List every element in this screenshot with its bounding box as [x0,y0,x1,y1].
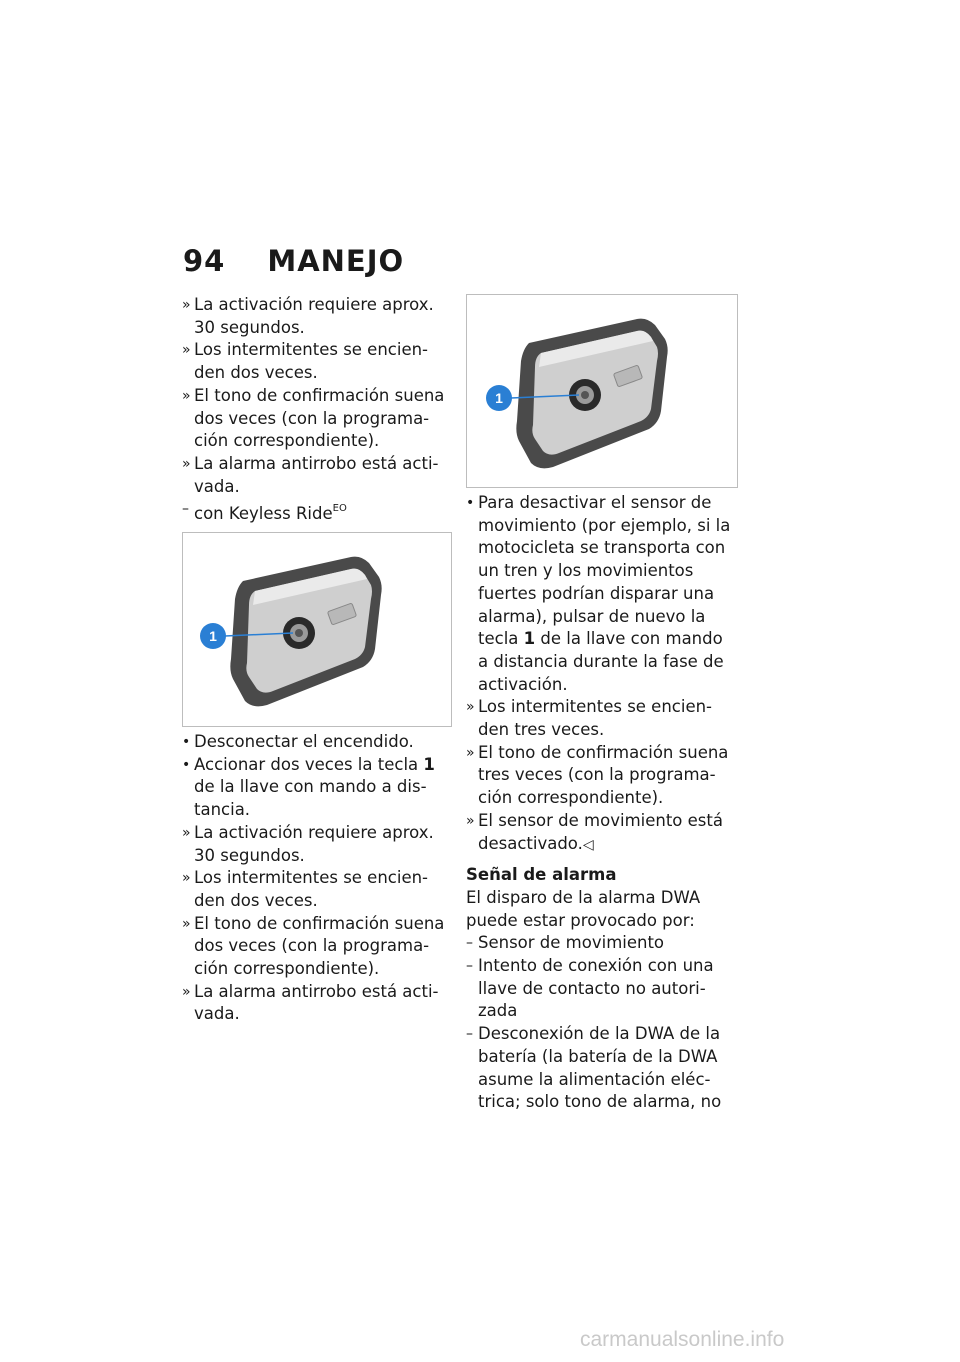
page-number: 94 [183,244,226,278]
key-fob-figure [466,294,738,488]
list-item: • Desconectar el encendido. [182,732,414,752]
key-fob-illustration [183,533,451,726]
keyless-option: – con Keyless Ride$^{EO}$ [182,501,347,524]
option-code: EO [332,503,347,515]
list-item: » El tono de confirmación suena dos veces (con la programa-ción correspondiente). [182,913,445,979]
section-title: MANEJO [267,244,405,278]
key-fob-figure [182,532,452,727]
section-heading: Señal de alarma [466,865,617,885]
list-item: » Los intermitentes se encien-den dos veces. [182,340,429,383]
list-item: » Los intermitentes se encien-den tres veces. [466,697,713,740]
list-item: – Desconexión de la DWA de la batería (la batería de la DWA asume la alimentación eléc-trica; solo tono de alarma, no [466,1024,722,1112]
left-column [182,294,454,1026]
end-triangle-icon: ◁ [582,836,594,853]
callout-number: 1 [209,628,217,645]
list-item: » El sensor de movimiento está desactivado.◁ [466,810,723,853]
right-column [466,294,738,1114]
list-item: » La activación requiere aprox. 30 segundos. [182,822,434,865]
paragraph: El disparo de la alarma DWA puede estar provocado por: [466,887,701,930]
list-item: » La activación requiere aprox. 30 segundos. [182,295,434,337]
list-item: » El tono de confirmación suena dos veces (con la programa-ción correspondiente). [182,385,445,451]
key-fob-illustration [467,295,737,487]
list-item: • Accionar dos veces la tecla 1 de la llave con mando a dis-tancia. [182,754,435,820]
list-item: – Sensor de movimiento [466,933,665,953]
list-item: » La alarma antirrobo está acti-vada. [182,453,439,496]
callout-number: 1 [495,390,503,406]
watermark: carmanualsonline.info [580,1328,785,1351]
list-item: • Para desactivar el sensor de movimiento (por ejemplo, si la motocicleta se transporta con un tren y los movimientos fuertes podrían disparar una alarma), pulsar de nuevo la tecla 1 de la llave con mando a distancia durante la fase de activación. [466,493,731,694]
page-header [183,244,404,278]
list-item: » Los intermitentes se encien-den dos veces. [182,868,429,910]
list-item: » La alarma antirrobo está acti-vada. [182,981,439,1024]
list-item: – Intento de conexión con una llave de contacto no autori-zada [466,956,714,1021]
list-item: » El tono de confirmación suena tres veces (con la programa-ción correspondiente). [466,742,729,808]
